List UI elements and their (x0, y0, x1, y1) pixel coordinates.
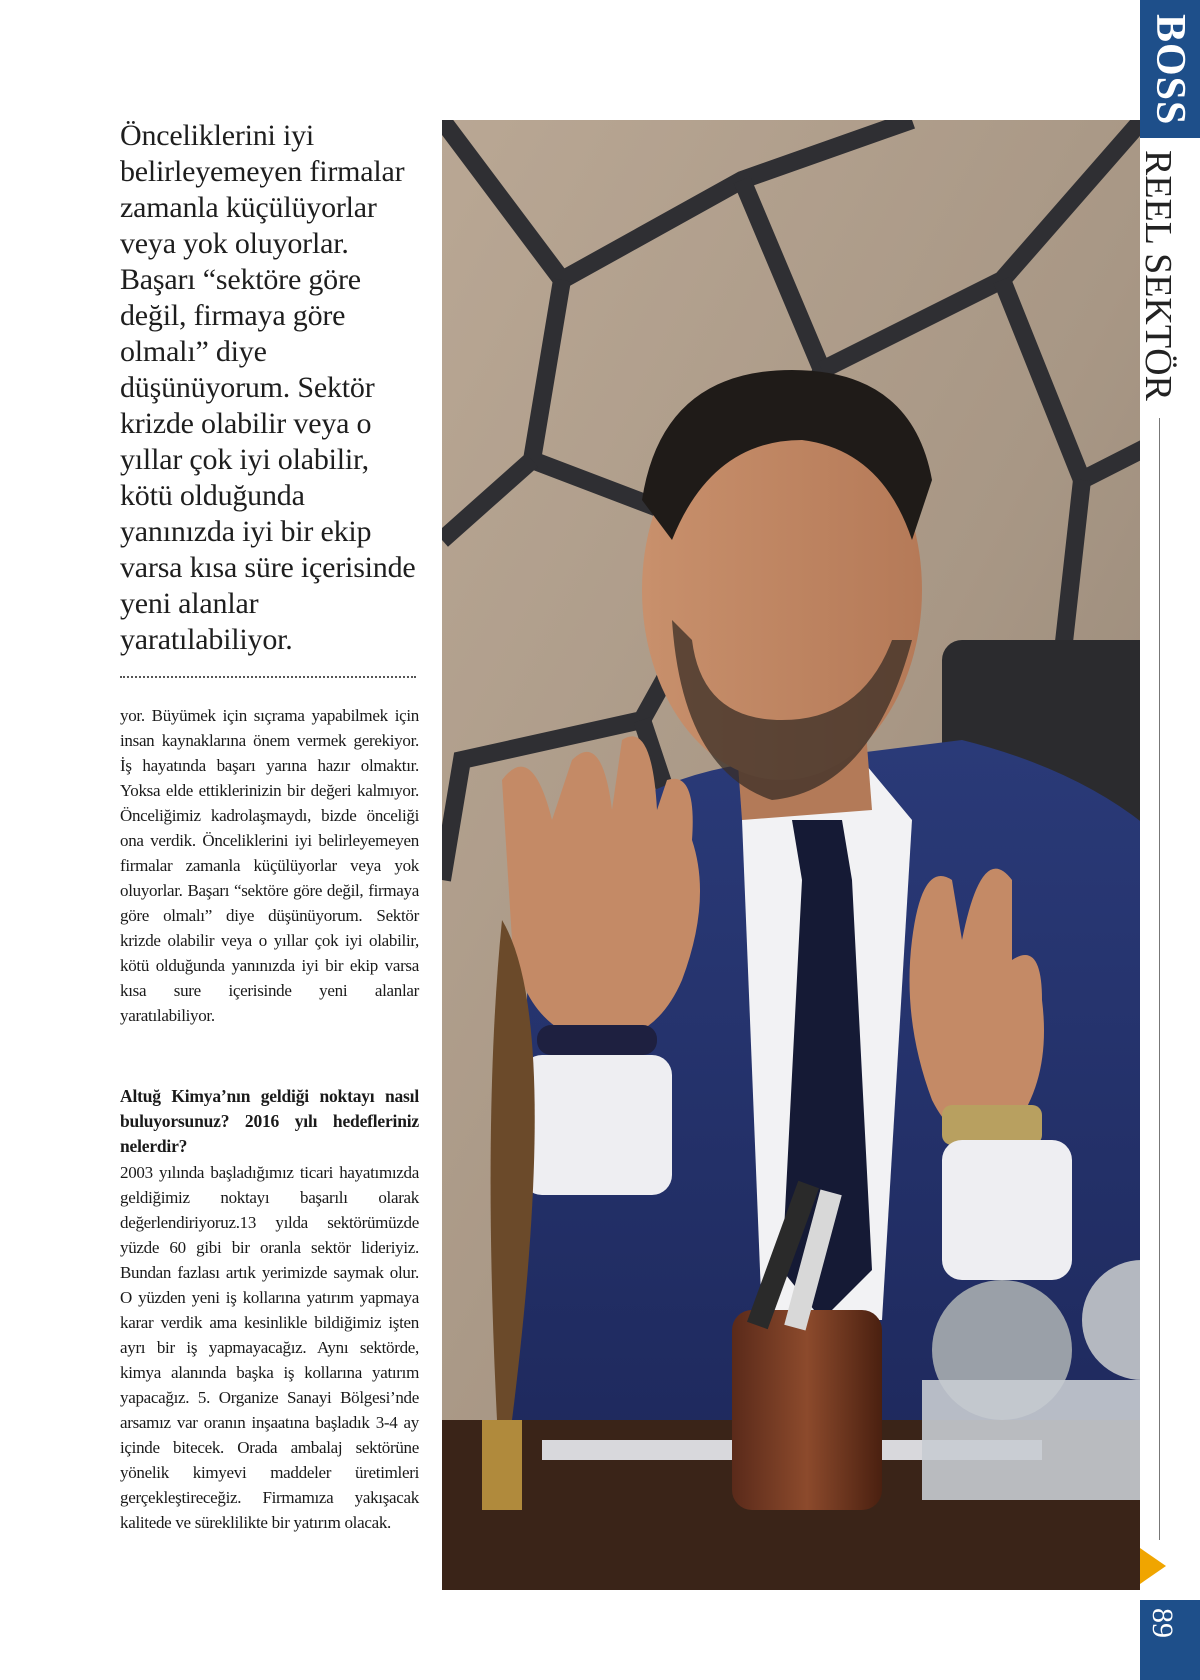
page-arrow-icon (1140, 1548, 1166, 1584)
brand-label: BOSS (1147, 14, 1193, 126)
section-label: REEL SEKTÖR (1137, 150, 1179, 401)
page-number: 89 (1146, 1608, 1179, 1638)
article-paragraph-2: 2003 yılında başladığımız ticari hayatımızda geldiğimiz noktayı başarılı olarak değerlendiriyoruz.13 yılda sektörümüzde yüzde 60 gibi bir oranla sektör lideriyiz. Bundan fazlası artık yerimizde saymak olur. O yüzden yeni iş kollarına yatırım yapmaya karar verdik ama kesinlikle bildiğimiz işten ayrı bir iş yapmayacağız. Aynı sektörde, kimya alanında başka iş kollarına yatırım yapacağız. 5. Organize Sanayi Bölgesi’nde arsamız var oranın inşaatına başladık 3-4 ay içinde bitecek. Orada ambalaj sektörüne yönelik kimyevi maddeler üretimleri gerçekleştireceğiz. Firmamıza yakışacak kalitede ve süreklilikte bir yatırım olacak. (120, 1163, 419, 1532)
portrait-photo (442, 120, 1200, 1590)
pull-quote: Önceliklerini iyi belirleyemeyen firmalar zamanla küçülüyorlar veya yok oluyorlar. Başarı “sektöre göre değil, firmaya göre olmalı” diye düşünüyorum. Sektör krizde olabilir veya o yıllar çok iyi olabilir, kötü olduğunda yanınızda iyi bir ekip varsa kısa süre içerisinde yeni alanlar yaratılabiliyor. (120, 119, 416, 656)
article-paragraph-1: yor. Büyümek için sıçrama yapabilmek için insan kaynaklarına önem vermek gerekiyor. İş hayatında başarı yarına hazır olmaktır. Yoksa elde ettiklerinizin bir değeri kalmıyor. Önceliğimiz kadrolaşmaydı, bizde önceliği ona verdik. Önceliklerini iyi belirleyemeyen firmalar zamanla küçülüyorlar veya yok oluyorlar. Başarı “sektöre göre değil, firmaya göre olmalı” diye düşünüyorum. Sektör krizde olabilir veya o yıllar çok iyi olabilir, kötü olduğunda yanınızda iyi bir ekip varsa kısa sure içerisinde yeni alanlar yaratılabiliyor. (120, 706, 419, 1025)
dotted-divider (120, 676, 416, 678)
interview-question: Altuğ Kimya’nın geldiği noktayı nasıl buluyorsunuz? 2016 yılı hedefleriniz nelerdir? (120, 1086, 419, 1156)
sidebar-line (1159, 418, 1160, 1540)
